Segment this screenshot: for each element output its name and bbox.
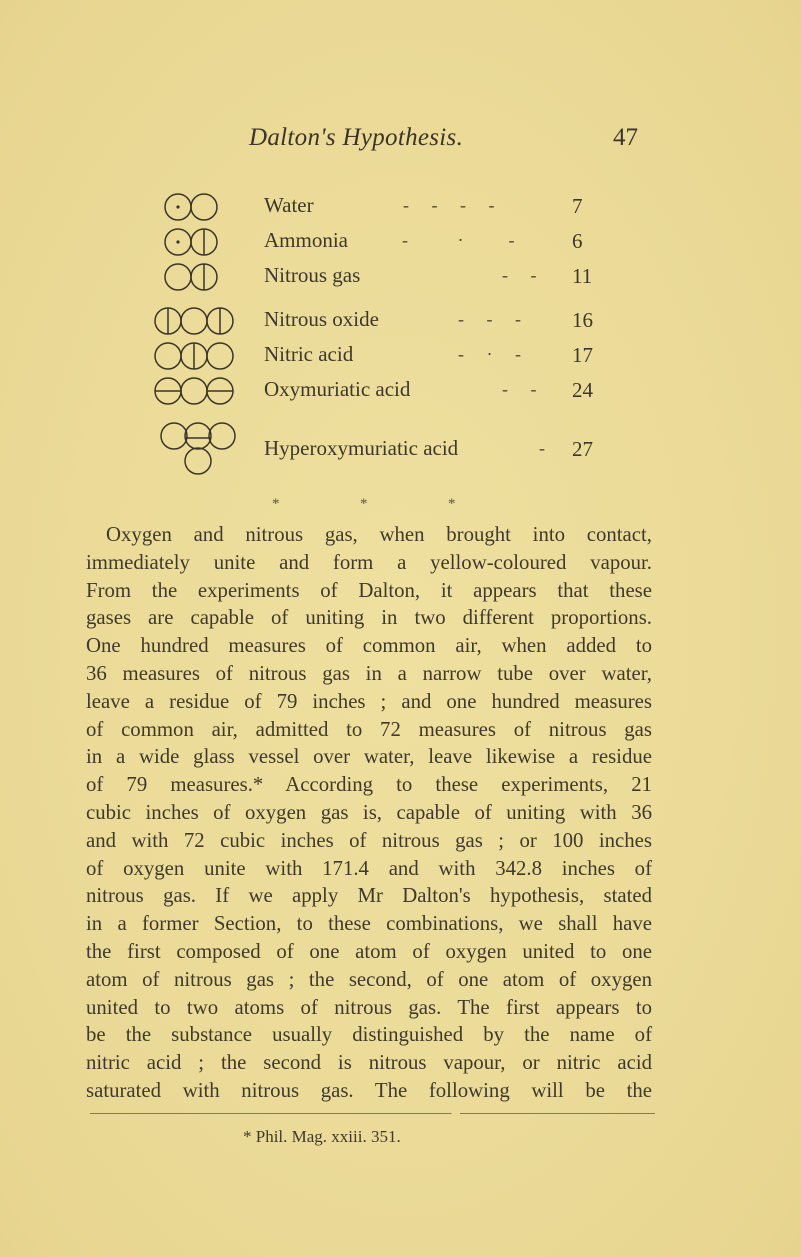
- asterisk: *: [448, 496, 456, 512]
- atomic-weight: 17: [572, 343, 593, 367]
- atomic-weight: 16: [572, 308, 593, 332]
- compound-name: Oxymuriatic acid: [264, 377, 411, 401]
- hyperoxymuriatic-acid-symbol-icon: [140, 421, 260, 481]
- compound-row-water: [140, 190, 680, 226]
- compound-row-ammonia: [140, 225, 680, 261]
- asterisk: *: [360, 496, 368, 512]
- nitric-acid-symbol-icon: [140, 339, 260, 373]
- text-line: of common air, admitted to 72 measures of nitrous gas: [86, 717, 652, 741]
- atomic-weight: 24: [572, 378, 593, 402]
- page-number: 47: [613, 124, 638, 151]
- leader-dashes: -: [539, 438, 545, 458]
- compound-row-nitrous-oxide: [140, 304, 680, 340]
- leader-dashes: - -: [502, 379, 537, 399]
- text-line: and with 72 cubic inches of nitrous gas ; or 100 inches: [86, 828, 652, 852]
- asterisk: *: [272, 496, 280, 512]
- leader-dashes: - - - -: [403, 195, 495, 215]
- text-line: One hundred measures of common air, when added to: [86, 634, 652, 658]
- compound-name: Nitric acid: [264, 342, 354, 366]
- atomic-weight: 11: [572, 264, 593, 288]
- text-line: of 79 measures.* According to these experiments, 21: [86, 773, 652, 797]
- leader-dashes: - · -: [458, 344, 521, 364]
- ammonia-symbol-icon: [140, 225, 260, 259]
- text-line: nitrous gas. If we apply Mr Dalton's hypothesis, stated: [86, 884, 652, 908]
- compound-name: Hyperoxymuriatic acid: [264, 436, 459, 460]
- leader-dashes: - -: [502, 265, 537, 285]
- leader-dashes: - · -: [402, 230, 515, 250]
- text-line: atom of nitrous gas ; the second, of one atom of oxygen: [86, 967, 652, 991]
- atomic-weight: 7: [572, 194, 583, 218]
- compound-name: Ammonia: [264, 228, 348, 252]
- compound-row-nitric-acid: [140, 339, 680, 375]
- compound-row-oxymuriatic-acid: [140, 374, 680, 410]
- text-line: cubic inches of oxygen gas is, capable of uniting with 36: [86, 800, 652, 824]
- oxymuriatic-acid-symbol-icon: [140, 374, 260, 408]
- text-line: gases are capable of uniting in two different proportions.: [86, 606, 652, 630]
- body-paragraph: [86, 521, 652, 1105]
- text-line: be the substance usually distinguished by the name of: [86, 1023, 652, 1047]
- text-line: of oxygen unite with 171.4 and with 342.8 inches of: [86, 856, 652, 880]
- text-line: Oxygen and nitrous gas, when brought into contact,: [106, 523, 652, 546]
- running-title: Dalton's Hypothesis.: [249, 124, 464, 151]
- section-separator: [272, 496, 536, 513]
- nitrous-oxide-symbol-icon: [140, 304, 260, 338]
- footnote: * Phil. Mag. xxiii. 351.: [243, 1127, 401, 1146]
- text-line: From the experiments of Dalton, it appears that these: [86, 578, 652, 602]
- text-line: in a wide glass vessel over water, leave likewise a residue: [86, 745, 652, 769]
- compound-name: Nitrous oxide: [264, 307, 379, 331]
- text-line: 36 measures of nitrous gas in a narrow tube over water,: [86, 661, 652, 685]
- nitrous-gas-symbol-icon: [140, 260, 260, 294]
- text-line: in a former Section, to these combinations, we shall have: [86, 912, 652, 936]
- text-line: united to two atoms of nitrous gas. The first appears to: [86, 995, 652, 1019]
- text-line: leave a residue of 79 inches ; and one hundred measures: [86, 689, 652, 713]
- text-line: saturated with nitrous gas. The following will be the: [86, 1078, 652, 1102]
- compound-name: Water: [264, 193, 314, 217]
- leader-dashes: - - -: [458, 309, 521, 329]
- text-line: the first composed of one atom of oxygen united to one: [86, 939, 652, 963]
- compound-row-nitrous-gas: [140, 260, 680, 296]
- atomic-weight: 6: [572, 229, 583, 253]
- text-line: nitric acid ; the second is nitrous vapour, or nitric acid: [86, 1051, 652, 1075]
- compound-row-hyperoxymuriatic-acid: [140, 421, 680, 481]
- atomic-weight: 27: [572, 437, 593, 461]
- compound-name: Nitrous gas: [264, 263, 361, 287]
- text-line: immediately unite and form a yellow-coloured vapour.: [86, 550, 652, 574]
- footnote-rule: [90, 1113, 655, 1114]
- water-symbol-icon: [140, 190, 260, 224]
